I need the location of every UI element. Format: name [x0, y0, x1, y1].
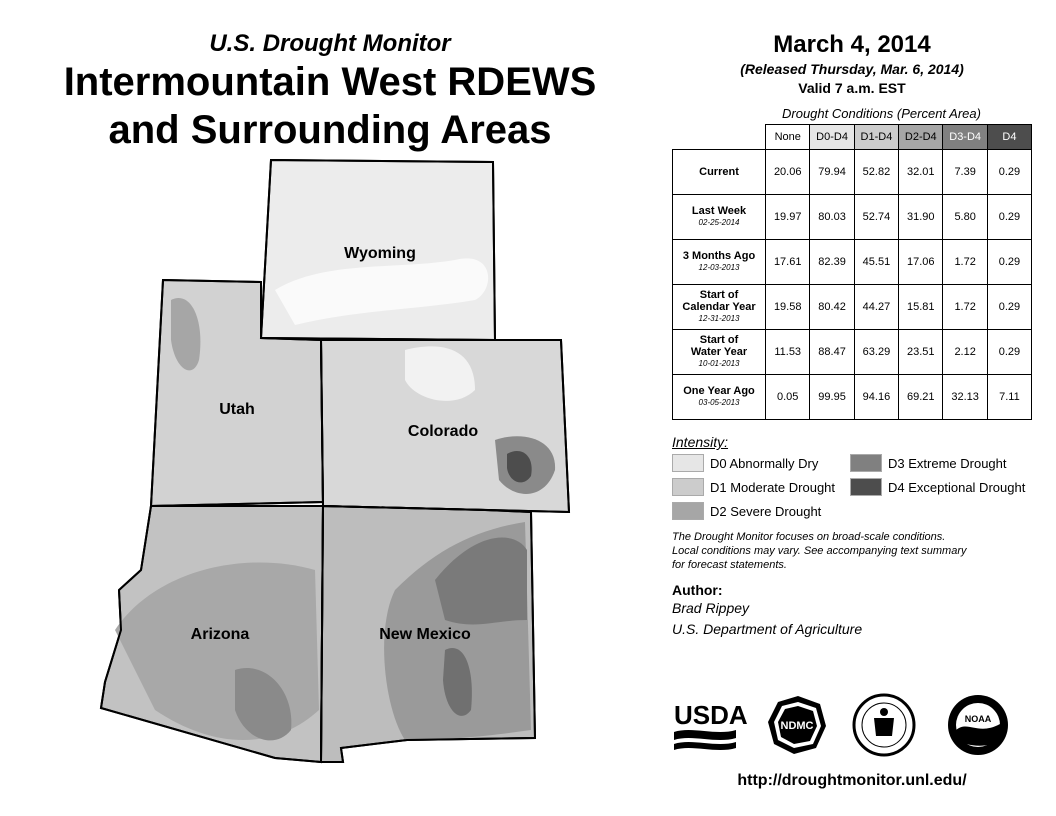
table-cell: 69.21: [899, 375, 943, 420]
author-name: Brad Rippey: [672, 600, 750, 616]
col-header: D3-D4: [943, 125, 987, 150]
website-url[interactable]: http://droughtmonitor.unl.edu/: [737, 772, 967, 789]
legend-item: [672, 454, 850, 472]
table-cell: 52.82: [854, 150, 898, 195]
legend-swatch: [850, 454, 882, 472]
author-heading: Author:: [672, 582, 723, 598]
map-title-block: [20, 30, 640, 154]
agency-logos: [672, 690, 1032, 770]
ndmc-logo: [768, 696, 826, 754]
row-date: 12-31-2013: [698, 314, 740, 323]
row-date: 02-25-2014: [698, 218, 740, 227]
author-org: U.S. Department of Agriculture: [672, 621, 863, 637]
map-date: March 4, 2014: [773, 31, 931, 58]
svg-text:NDMC: NDMC: [780, 720, 814, 732]
release-date: (Released Thursday, Mar. 6, 2014): [740, 61, 964, 77]
table-cell: 94.16: [854, 375, 898, 420]
row-label: Last Week: [691, 205, 747, 217]
table-cell: 88.47: [810, 330, 854, 375]
legend-item: [672, 502, 850, 520]
valid-time: Valid 7 a.m. EST: [798, 80, 906, 96]
row-label: Current: [699, 166, 739, 178]
legend-label: D4 Exceptional Drought: [888, 479, 1026, 495]
table-row: [673, 195, 1032, 240]
intensity-title: Intensity:: [672, 434, 729, 450]
table-cell: 79.94: [810, 150, 854, 195]
legend-swatch: [850, 478, 882, 496]
table-cell: 82.39: [810, 240, 854, 285]
table-cell: 80.42: [810, 285, 854, 330]
table-cell: 20.06: [766, 150, 810, 195]
map-title-line1: Intermountain West RDEWS: [63, 60, 597, 104]
legend-item: [850, 478, 1030, 496]
col-header: D0-D4: [810, 125, 854, 150]
table-cell: 0.29: [987, 285, 1031, 330]
table-cell: 17.06: [899, 240, 943, 285]
table-cell: 0.29: [987, 195, 1031, 240]
table-cell: 0.29: [987, 240, 1031, 285]
legend-label: D0 Abnormally Dry: [710, 455, 819, 471]
table-row: [673, 150, 1032, 195]
info-panel: [672, 30, 1032, 640]
table-cell: 1.72: [943, 285, 987, 330]
table-caption: Drought Conditions (Percent Area): [782, 106, 981, 121]
legend-item: [850, 454, 1030, 472]
table-cell: 7.39: [943, 150, 987, 195]
label-colorado: Colorado: [407, 423, 479, 440]
table-cell: 2.12: [943, 330, 987, 375]
legend-swatch: [672, 478, 704, 496]
table-cell: 99.95: [810, 375, 854, 420]
table-cell: 17.61: [766, 240, 810, 285]
label-new-mexico: New Mexico: [379, 626, 471, 643]
row-date: 03-05-2013: [698, 398, 740, 407]
svg-text:NOAA: NOAA: [964, 714, 992, 724]
table-cell: 5.80: [943, 195, 987, 240]
row-label: Start of: [699, 289, 739, 301]
row-label-line2: Water Year: [690, 346, 748, 358]
table-cell: 23.51: [899, 330, 943, 375]
row-label: One Year Ago: [683, 385, 755, 397]
table-cell: 15.81: [899, 285, 943, 330]
table-cell: 11.53: [766, 330, 810, 375]
label-wyoming: Wyoming: [344, 245, 416, 262]
row-label-line2: Calendar Year: [682, 301, 756, 313]
intensity-legend: [672, 434, 1032, 520]
col-header: D2-D4: [899, 125, 943, 150]
table-cell: 31.90: [899, 195, 943, 240]
table-cell: 44.27: [854, 285, 898, 330]
svg-text:USDA: USDA: [674, 700, 748, 730]
map-subtitle: U.S. Drought Monitor: [209, 30, 451, 57]
label-arizona: Arizona: [190, 626, 250, 643]
table-cell: 19.58: [766, 285, 810, 330]
table-cell: 80.03: [810, 195, 854, 240]
table-row: [673, 330, 1032, 375]
legend-swatch: [672, 502, 704, 520]
legend-label: D1 Moderate Drought: [710, 479, 836, 495]
drought-map: [95, 150, 575, 775]
row-date: 10-01-2013: [698, 359, 740, 368]
table-cell: 0.29: [987, 330, 1031, 375]
table-cell: 1.72: [943, 240, 987, 285]
legend-label: D3 Extreme Drought: [888, 455, 1007, 471]
row-label: 3 Months Ago: [682, 250, 756, 262]
col-header: D4: [987, 125, 1031, 150]
col-header: None: [766, 125, 810, 150]
commerce-seal-logo: [854, 695, 914, 755]
table-cell: 19.97: [766, 195, 810, 240]
usda-logo: [674, 700, 748, 750]
table-cell: 45.51: [854, 240, 898, 285]
row-date: 12-03-2013: [698, 263, 740, 272]
table-row: [673, 240, 1032, 285]
table-cell: 7.11: [987, 375, 1031, 420]
disclaimer-note: The Drought Monitor focuses on broad-scale conditions. Local conditions may vary. See accompanying text summary for forecast statements.: [672, 531, 967, 571]
col-header: D1-D4: [854, 125, 898, 150]
row-label: Start of: [699, 334, 739, 346]
legend-swatch: [672, 454, 704, 472]
table-cell: 52.74: [854, 195, 898, 240]
table-cell: 0.29: [987, 150, 1031, 195]
table-cell: 32.01: [899, 150, 943, 195]
legend-item: [672, 478, 850, 496]
map-title-line2: and Surrounding Areas: [108, 108, 552, 152]
legend-label: D2 Severe Drought: [710, 503, 822, 519]
table-row: [673, 375, 1032, 420]
table-cell: 32.13: [943, 375, 987, 420]
label-utah: Utah: [219, 401, 255, 418]
author-block: [672, 582, 1032, 640]
table-cell: 63.29: [854, 330, 898, 375]
drought-conditions-table: [672, 124, 1032, 420]
table-cell: 0.05: [766, 375, 810, 420]
table-row: [673, 285, 1032, 330]
noaa-logo: [948, 695, 1008, 755]
